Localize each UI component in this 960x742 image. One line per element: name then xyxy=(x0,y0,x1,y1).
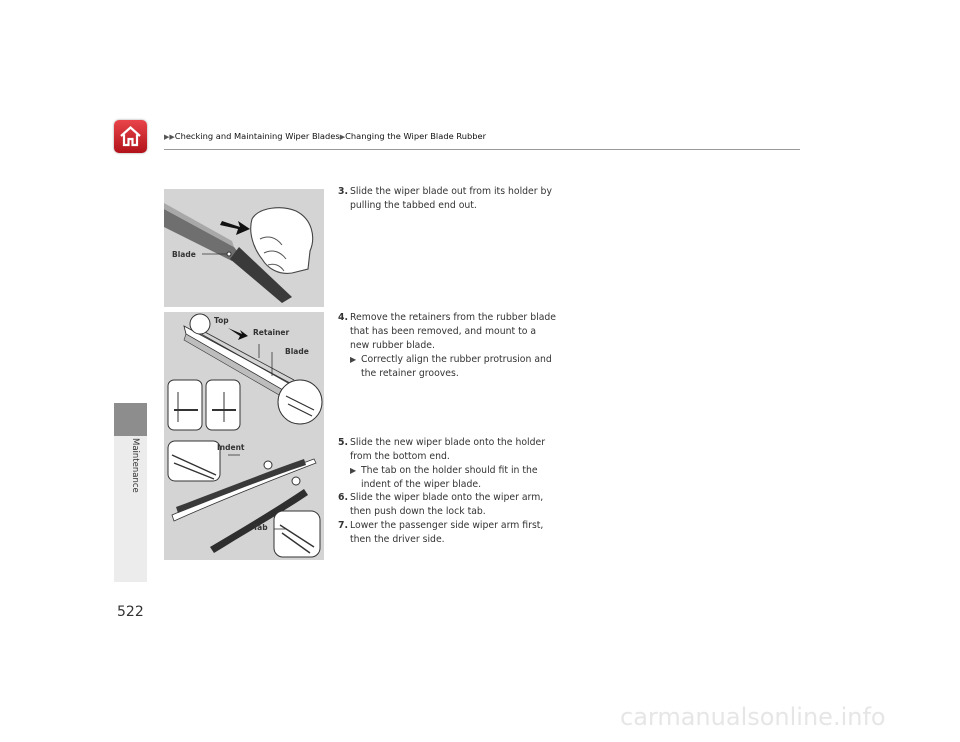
page-number: 522 xyxy=(117,604,144,620)
home-icon xyxy=(118,124,143,149)
retainer-illustration xyxy=(164,312,324,437)
breadcrumb-arrow-icon: ▶ xyxy=(339,133,346,141)
breadcrumb-item[interactable]: Changing the Wiper Blade Rubber xyxy=(345,131,487,141)
step-number: 7. xyxy=(338,520,349,531)
step-note-text: Correctly align the rubber protrusion and the retainer grooves. xyxy=(361,354,552,379)
step-number: 3. xyxy=(338,186,349,197)
blade-removal-illustration xyxy=(164,189,324,307)
note-arrow-icon: ▶ xyxy=(350,355,357,364)
section-label: Maintenance xyxy=(130,438,140,493)
step-note xyxy=(350,464,558,492)
figure-label: Blade xyxy=(172,250,196,259)
header-divider xyxy=(164,149,800,150)
section-tab[interactable] xyxy=(114,403,147,436)
figure-label: Retainer xyxy=(253,328,290,337)
step-text: Remove the retainers from the rubber blade that has been removed, and mount to a new rubber blade. xyxy=(350,312,557,351)
instruction-step xyxy=(338,185,558,213)
note-arrow-icon: ▶ xyxy=(350,466,357,475)
figure-label: Tab xyxy=(253,523,268,532)
holder-install-illustration xyxy=(164,437,324,560)
step-text: Slide the wiper blade out from its holder by pulling the tabbed end out. xyxy=(350,186,552,211)
step-text: Lower the passenger side wiper arm first, then the driver side. xyxy=(350,520,544,545)
instruction-step xyxy=(338,311,558,381)
instruction-step xyxy=(338,436,558,492)
step-text: Slide the wiper blade onto the wiper arm, then push down the lock tab. xyxy=(350,492,544,517)
instruction-step xyxy=(338,519,558,547)
breadcrumb-item[interactable]: Checking and Maintaining Wiper Blades xyxy=(174,131,340,141)
figure-label: Indent xyxy=(217,443,245,452)
figure-label: Top xyxy=(214,316,229,325)
figure-label: Blade xyxy=(285,347,309,356)
step-number: 6. xyxy=(338,492,349,503)
step-note xyxy=(350,353,558,381)
figure-blade-removal xyxy=(164,189,324,307)
home-button[interactable] xyxy=(114,120,147,153)
figure-retainer xyxy=(164,312,324,437)
figure-holder-install xyxy=(164,437,324,560)
step-text: Slide the new wiper blade onto the holder from the bottom end. xyxy=(350,437,546,462)
step-number: 4. xyxy=(338,312,349,323)
step-note-text: The tab on the holder should fit in the indent of the wiper blade. xyxy=(361,465,538,490)
instruction-step xyxy=(338,491,558,519)
step-number: 5. xyxy=(338,437,349,448)
breadcrumb xyxy=(164,131,486,141)
watermark: carmanualsonline.info xyxy=(620,703,886,731)
breadcrumb-arrow-icon: ▶▶ xyxy=(164,133,175,141)
